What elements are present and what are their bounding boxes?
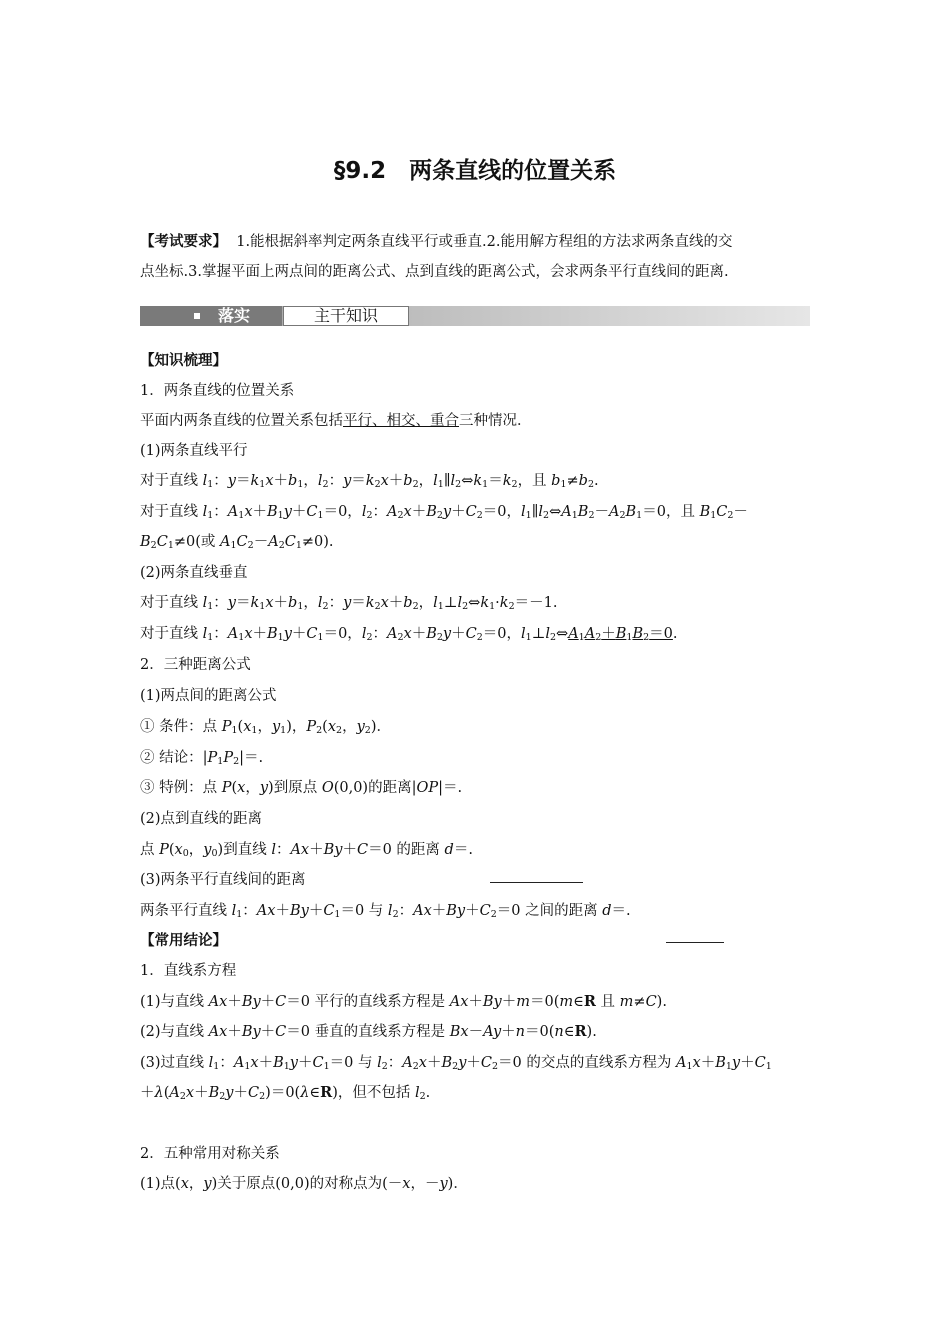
- perpendicular-general-rule: 对于直线 $l_1$：$A_1x+B_1y+C_1=0$，$l_2$：$A_2x+B_2y+C_2=0$，$l_1\perp l_2\Leftrightarrow A_1A_2+B_1B_2=0$.: [140, 626, 678, 643]
- conclusion-2-title: 2．五种常用对称关系: [140, 1146, 280, 1162]
- distance-3-title: (3)两条平行直线间的距离: [140, 872, 306, 888]
- page-title: §9.2 两条直线的位置关系: [333, 158, 617, 184]
- section-2-title: 2．三种距离公式: [140, 657, 251, 673]
- line-family-perpendicular: (2)与直线 Ax＋By＋C＝0 垂直的直线系方程是 Bx－Ay＋n＝0(n∈R).: [140, 1023, 597, 1040]
- intro-text-b: 三种情况．: [459, 413, 532, 429]
- conclusion-1-title: 1．直线系方程: [140, 963, 237, 979]
- section-banner: [140, 303, 810, 327]
- distance-2-formula: 点 $P(x_0$，$y_0$)到直线 l：Ax＋By＋C＝0 的距离 d＝.: [140, 842, 473, 859]
- banner-left-label: 落实: [218, 306, 251, 325]
- line-family-intersection-1: (3)过直线 $l_1$：$A_1x+B_1y+C_1=0$ 与 $l_2$：$A_2x+B_2y+C_2=0$ 的交点的直线系方程为 $A_1x+B_1y+C_1$: [140, 1055, 772, 1072]
- banner-right-label: 主干知识: [283, 306, 409, 326]
- distance-1-condition: ① 条件：点 $P_1(x_1$，$y_1$)，$P_2(x_2$，$y_2$)．: [140, 719, 391, 736]
- distance-2-title: (2)点到直线的距离: [140, 811, 263, 827]
- parallel-slope-rule: 对于直线 $l_1$：$y=k_1x+b_1$，$l_2$：$y=k_2x+b_2$，$l_1\parallel l_2\Leftrightarrow k_1=k_2$，且 $b_1\ne b_2$.: [140, 473, 599, 490]
- section-1-intro: [140, 411, 532, 431]
- exam-requirements-label: 【考试要求】: [140, 234, 227, 250]
- intro-answer: 平行、相交、重合: [343, 413, 459, 429]
- knowledge-heading: 【知识梳理】: [140, 353, 227, 369]
- parallel-title: (1)两条直线平行: [140, 443, 248, 459]
- square-bullet-icon: [194, 313, 200, 319]
- distance-1-special: ③ 特例：点 P(x，y)到原点 O(0,0)的距离|OP|＝.: [140, 780, 463, 796]
- exam-requirements-line-2: 点坐标.3.掌握平面上两点间的距离公式、点到直线的距离公式，会求两条平行直线间的距离.: [140, 264, 729, 280]
- exam-requirements-text-1: 1.能根据斜率判定两条直线平行或垂直.2.能用解方程组的方法求两条直线的交: [236, 234, 733, 250]
- conclusions-heading: 【常用结论】: [140, 933, 227, 949]
- banner-left-block: [140, 306, 282, 326]
- exam-requirements-line-1: [140, 232, 733, 252]
- special-prefix: ③ 特例：点: [140, 780, 218, 796]
- answer-blank-line: [490, 882, 583, 883]
- perpendicular-title: (2)两条直线垂直: [140, 565, 248, 581]
- line-family-intersection-2: $+\lambda(A_2x+B_2y+C_2)=0(\lambda\in R)$，但不包括 $l_2$.: [140, 1084, 431, 1102]
- distance-3-formula: 两条平行直线 $l_1$：$Ax+By+C_1=0$ 与 $l_2$：$Ax+By+C_2=0$ 之间的距离 d＝.: [140, 903, 631, 920]
- intro-text-a: 平面内两条直线的位置关系包括: [140, 413, 343, 429]
- section-1-title: 1．两条直线的位置关系: [140, 383, 295, 399]
- symmetry-origin: (1)点(x，y)关于原点(0,0)的对称点为(－x，－y)．: [140, 1176, 468, 1192]
- condition-prefix: ① 条件：点: [140, 719, 218, 735]
- distance-1-conclusion: ② 结论：$|P_1P_2|=$.: [140, 750, 264, 767]
- answer-blank-line: [666, 942, 724, 943]
- distance-1-title: (1)两点间的距离公式: [140, 688, 277, 704]
- conclusion-prefix: ② 结论：: [140, 750, 203, 766]
- parallel-general-rule-2: $B_2C_1\ne 0$(或 $A_1C_2-A_2C_1\ne 0$).: [140, 534, 334, 551]
- parallel-general-rule-1: 对于直线 $l_1$：$A_1x+B_1y+C_1=0$，$l_2$：$A_2x+B_2y+C_2=0$，$l_1\parallel l_2\Leftrightarrow A_1B_2-A_2B_1=0$，且 $B_1C_2-$: [140, 504, 748, 521]
- line-family-parallel: (1)与直线 Ax＋By＋C＝0 平行的直线系方程是 Ax＋By＋m＝0(m∈R 且 m≠C).: [140, 993, 667, 1010]
- perpendicular-slope-rule: 对于直线 $l_1$：$y=k_1x+b_1$，$l_2$：$y=k_2x+b_2$，$l_1\perp l_2\Leftrightarrow k_1\cdot k_2=-1$.: [140, 595, 558, 612]
